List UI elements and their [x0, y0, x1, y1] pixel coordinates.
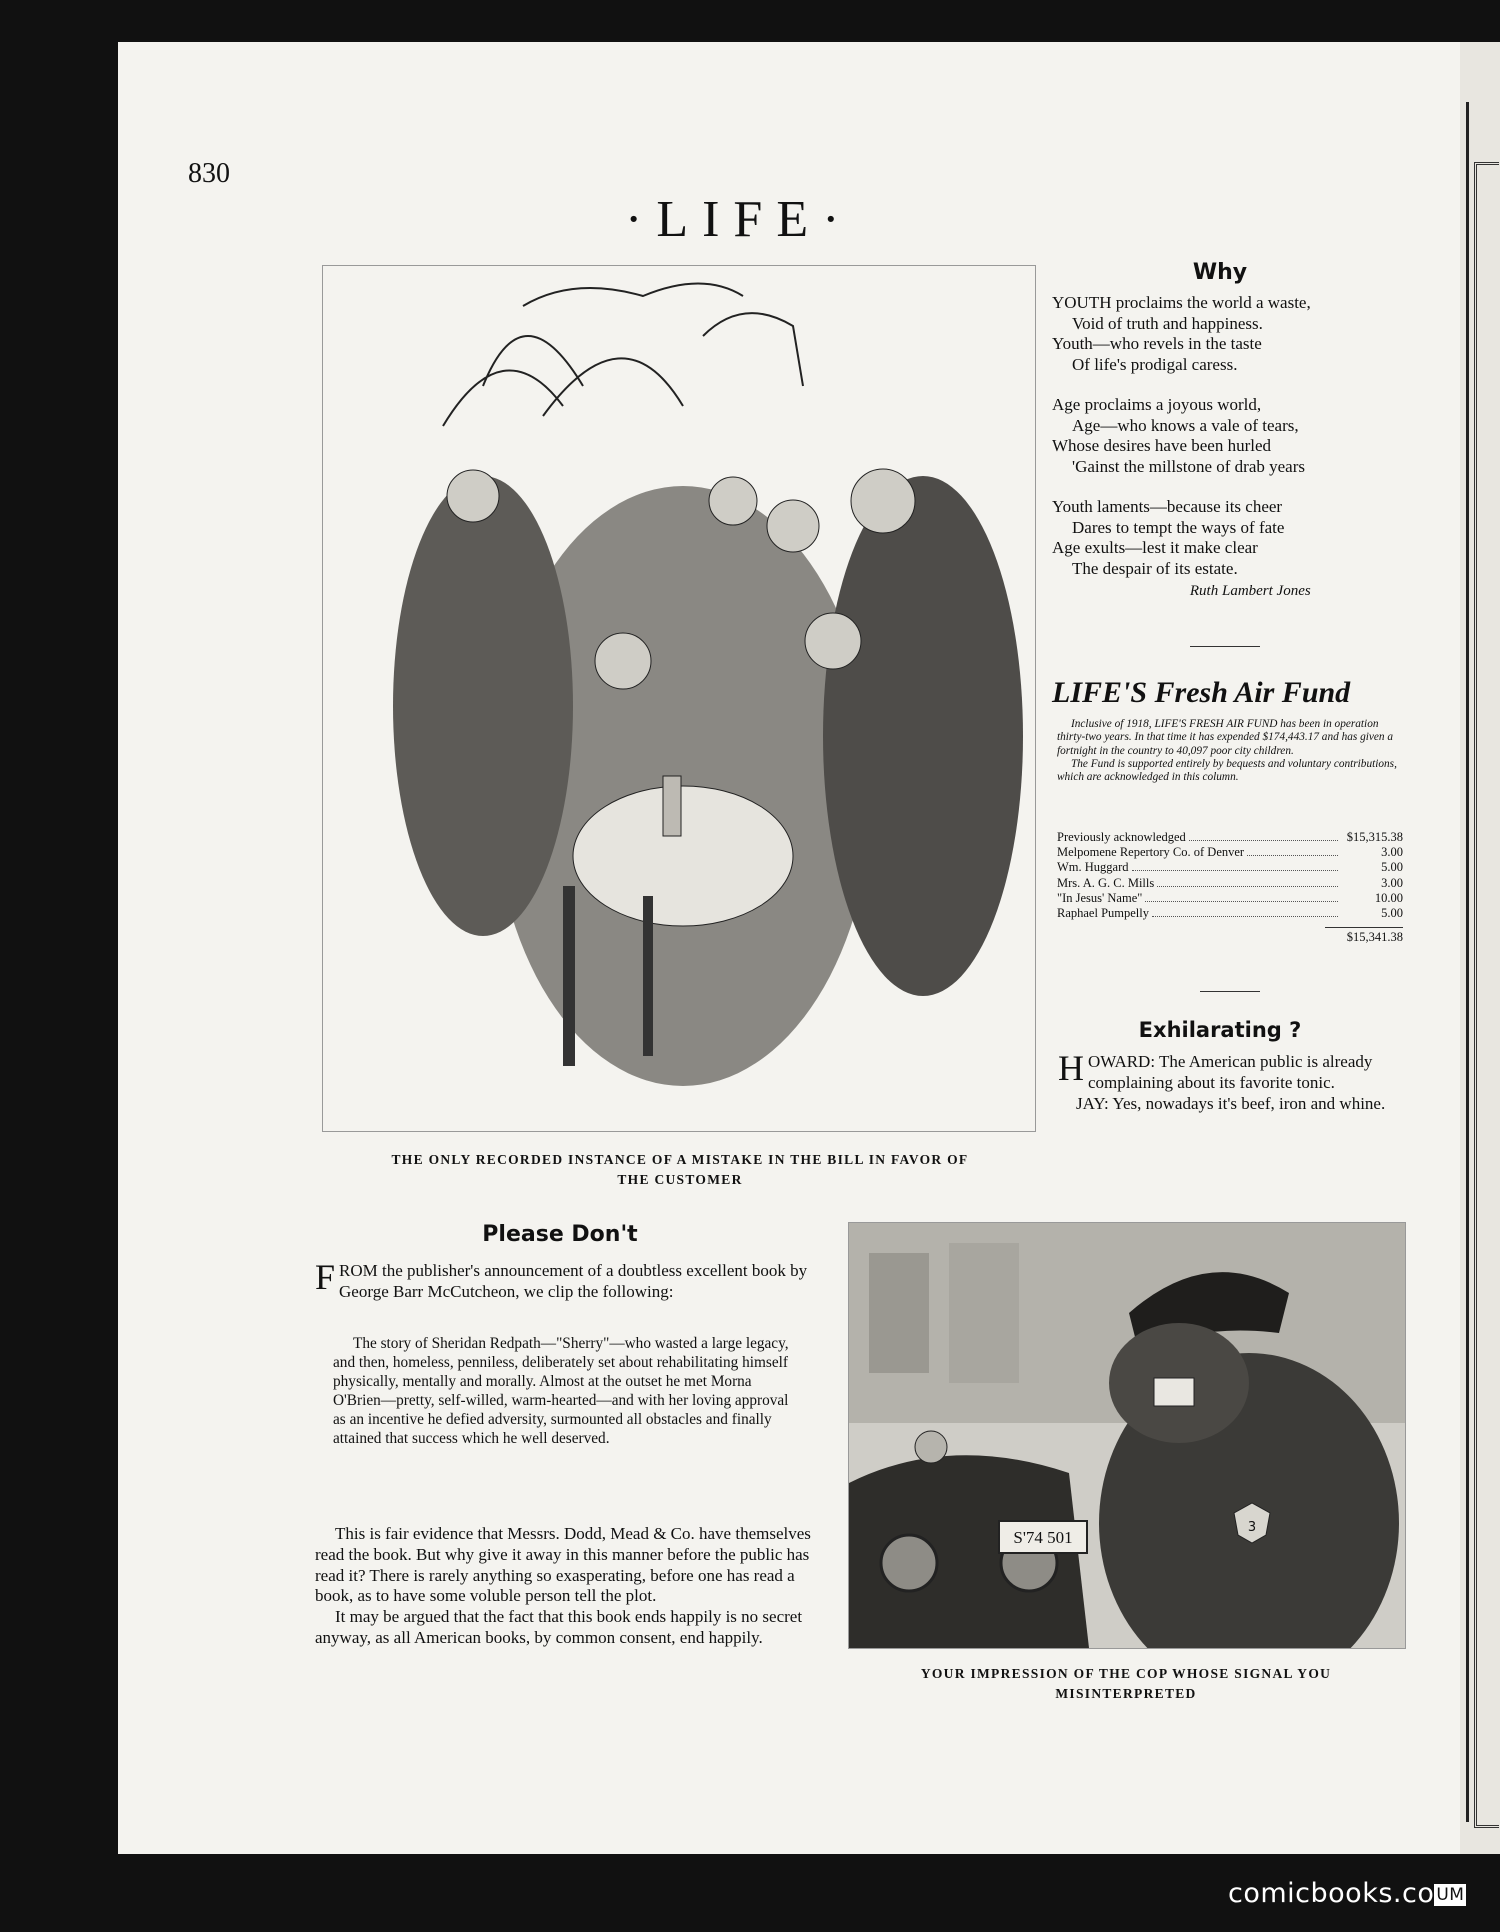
- please-quote: The story of Sheridan Redpath—"Sherry"—who wasted a large legacy, and then, homeless, penniless, deliberately set about rehabilitating himself physically, mentally and morally. Almost at the outset he met Morna O'Brien—pretty, self-willed, warm-hearted—and with her loving approval as an incentive he defied adversity, surmounted all obstacles and finally attained that success which he well deserved.: [333, 1335, 789, 1447]
- exhilarating-text: HOWARD: The American public is already complaining about its favorite tonic. JAY: Yes, nowadays it's beef, iron and whine.: [1058, 1048, 1386, 1113]
- poem-title: Why: [1192, 260, 1248, 285]
- poem-line: Whose desires have been hurled: [1052, 436, 1272, 455]
- fund-ledger: [1057, 830, 1403, 945]
- watermark: comicbooks.co UM: [1228, 1878, 1465, 1909]
- masthead-title: ·LIFE·: [625, 191, 854, 248]
- poem-author: Ruth Lambert Jones: [1189, 583, 1311, 599]
- divider: [1190, 646, 1260, 647]
- fund-title: LIFE'S Fresh Air Fund: [1052, 676, 1351, 709]
- poem-line: 'Gainst the millstone of drab years: [1072, 456, 1305, 476]
- ledger-total: $15,341.38: [1325, 927, 1403, 945]
- restaurant-illustration: [322, 265, 1036, 1132]
- why-poem: [1052, 293, 1311, 602]
- ledger-row: Mrs. A. G. C. Mills 3.00: [1057, 875, 1403, 890]
- poem-line: Youth—who revels in the taste: [1052, 334, 1262, 353]
- article-title: Exhilarating ?: [1138, 1018, 1302, 1042]
- ledger-row: Raphael Pumpelly 5.00: [1057, 906, 1403, 921]
- ledger-row: Wm. Huggard 5.00: [1057, 860, 1403, 875]
- please-body: This is fair evidence that Messrs. Dodd, Mead & Co. have themselves read the book. But why give it away in this manner before the public has read it? There is rarely anything so exasperating, before one has read a book, as to have some voluble person tell the plot. It may be argued that the fact that this book ends happily is no secret anyway, as all American books, by common consent, end happily.: [315, 1524, 811, 1647]
- page-number: 830: [188, 158, 230, 189]
- ledger-row: "In Jesus' Name" 10.00: [1057, 890, 1403, 905]
- poem-line: YOUTH proclaims the world a waste,: [1052, 293, 1311, 312]
- please-intro: FROM the publisher's announcement of a doubtless excellent book by George Barr McCutcheon, we clip the following:: [315, 1257, 808, 1301]
- poem-line: Dares to tempt the ways of fate: [1072, 517, 1285, 537]
- fund-note: Inclusive of 1918, LIFE'S FRESH AIR FUND has been in operation thirty-two years. In that time it has expended $174,443.17 and has given a fortnight in the country to 40,097 poor city children. The Fund is supported entirely by bequests and voluntary contributions, which are acknowledged in this column.: [1057, 718, 1397, 784]
- next-page-edge: [1460, 42, 1500, 1854]
- ledger-row: Previously acknowledged $15,315.38: [1057, 830, 1403, 844]
- illustration1-caption: THE ONLY RECORDED INSTANCE OF A MISTAKE IN THE BILL IN FAVOR OF THE CUSTOMER: [391, 1152, 969, 1187]
- cop-illustration: [848, 1222, 1406, 1649]
- poem-line: The despair of its estate.: [1072, 558, 1238, 578]
- poem-line: Void of truth and happiness.: [1072, 313, 1263, 333]
- poem-line: Of life's prodigal caress.: [1072, 354, 1238, 374]
- poem-line: Age proclaims a joyous world,: [1052, 395, 1262, 414]
- license-plate: S'74 501: [1013, 1528, 1073, 1547]
- poem-line: Age—who knows a vale of tears,: [1072, 415, 1299, 435]
- poem-line: Age exults—lest it make clear: [1052, 538, 1258, 557]
- illustration2-caption: YOUR IMPRESSION OF THE COP WHOSE SIGNAL YOU MISINTERPRETED: [920, 1666, 1332, 1701]
- badge-number: 3: [1247, 1520, 1257, 1535]
- poem-line: Youth laments—because its cheer: [1052, 497, 1283, 516]
- ledger-row: Melpomene Repertory Co. of Denver 3.00: [1057, 845, 1403, 860]
- article-title: Please Don't: [482, 1222, 638, 1247]
- divider: [1200, 991, 1260, 992]
